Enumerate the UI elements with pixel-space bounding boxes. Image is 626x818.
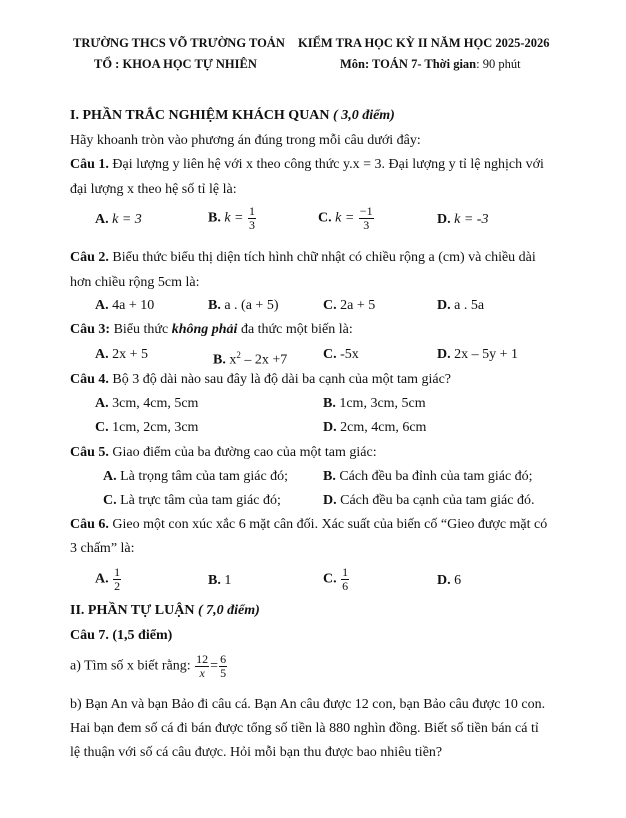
option-label: B. xyxy=(208,298,221,313)
q6-option-a xyxy=(95,566,122,593)
q1-label: Câu 1. xyxy=(70,157,109,172)
fraction-numerator: 1 xyxy=(342,565,349,579)
q1-option-c xyxy=(318,205,375,232)
q1-line1 xyxy=(70,156,544,174)
q6-label: Câu 6. xyxy=(70,517,109,532)
option-label: D. xyxy=(437,347,451,362)
option-text: -5x xyxy=(340,347,359,362)
option-text: k = xyxy=(335,210,358,226)
option-text: Là trực tâm của tam giác đó; xyxy=(120,493,281,508)
q1-text1: Đại lượng y liên hệ với x theo công thức y.x = 3. Đại lượng y tỉ lệ nghịch với xyxy=(108,157,544,172)
q5-option-a xyxy=(103,468,288,486)
q2-option-c xyxy=(323,297,375,315)
option-text: k = xyxy=(224,210,248,226)
option-label: C. xyxy=(318,210,332,226)
q7-b-line1: b) Bạn An và bạn Bảo đi câu cá. Bạn An câu được 12 con, bạn Bảo câu được 10 con. xyxy=(70,697,546,712)
option-text: Cách đều ba cạnh của tam giác đó. xyxy=(340,493,535,508)
department-name xyxy=(94,57,257,72)
q2-option-b xyxy=(208,297,279,315)
fraction xyxy=(341,566,349,593)
option-label: D. xyxy=(437,298,451,313)
q2-option-d xyxy=(437,297,484,315)
option-label: D. xyxy=(437,573,451,588)
q6-option-b xyxy=(208,572,231,590)
q4-option-b xyxy=(323,395,426,413)
subject-suffix: 7- Thời gian xyxy=(407,57,477,71)
option-label: A. xyxy=(103,469,117,484)
fraction-numerator: 1 xyxy=(249,204,256,218)
option-text: k = 3 xyxy=(112,212,142,227)
option-text: Cách đều ba đỉnh của tam giác đó; xyxy=(339,469,533,484)
fraction-denominator: 2 xyxy=(114,579,121,593)
q1-option-d xyxy=(437,211,488,229)
fraction-denominator: 5 xyxy=(220,666,227,680)
option-label: A. xyxy=(95,571,109,587)
option-label: C. xyxy=(323,571,337,587)
q3-option-c xyxy=(323,346,359,364)
q1-option-a xyxy=(95,211,142,229)
option-label: B. xyxy=(323,469,336,484)
subject-label: Môn: TOÁN xyxy=(340,57,408,71)
option-label: C. xyxy=(95,420,109,435)
q2-text1: Biểu thức biểu thị diện tích hình chữ nhật có chiều rộng a (cm) và chiều dài xyxy=(108,250,536,265)
option-text: x xyxy=(229,352,237,368)
q5-line xyxy=(70,444,377,462)
option-label: D. xyxy=(437,212,451,227)
option-text: 2cm, 4cm, 6cm xyxy=(340,420,427,435)
option-text-rest: – 2x +7 xyxy=(240,352,288,368)
school-name: TRƯỜNG THCS VÕ TRƯỜNG TOẢN xyxy=(73,36,285,50)
q4-option-d xyxy=(323,419,426,437)
q2-label: Câu 2. xyxy=(70,250,109,265)
fraction-denominator: 6 xyxy=(342,579,349,593)
part2-heading xyxy=(70,602,260,620)
option-text: Là trọng tâm của tam giác đó; xyxy=(120,469,289,484)
option-text: 3cm, 4cm, 5cm xyxy=(112,396,199,411)
option-text: 6 xyxy=(454,573,462,588)
option-label: C. xyxy=(323,298,337,313)
option-text: 2x – 5y + 1 xyxy=(454,347,519,362)
option-text: k = -3 xyxy=(454,212,489,227)
option-label: A. xyxy=(95,347,109,362)
q2-line2: hơn chiều rộng 5cm là: xyxy=(70,275,200,290)
q2-line1 xyxy=(70,249,536,267)
part1-instruction: Hãy khoanh tròn vào phương án đúng trong mỗi câu dưới đây: xyxy=(70,133,421,148)
q6-option-c xyxy=(323,566,350,593)
q7-b-line2: Hai bạn đem số cá đi bán được tổng số tiền là 880 nghìn đồng. Biết số tiền bán cá tỉ xyxy=(70,721,539,736)
option-label: C. xyxy=(103,493,117,508)
fraction-numerator: −1 xyxy=(359,204,373,218)
q3-label: Câu 3: xyxy=(70,322,111,337)
option-label: D. xyxy=(323,493,337,508)
q1-option-b xyxy=(208,205,257,232)
fraction-denominator: 3 xyxy=(363,218,370,232)
option-label: B. xyxy=(323,396,336,411)
q3-option-b xyxy=(213,346,287,370)
q7-part-a xyxy=(70,653,228,680)
fraction-denominator: 3 xyxy=(249,218,256,232)
q1-line2: đại lượng x theo hệ số tỉ lệ là: xyxy=(70,182,237,197)
fraction-numerator: 6 xyxy=(220,652,227,666)
option-text: 1cm, 2cm, 3cm xyxy=(112,420,199,435)
time-value: : 90 phút xyxy=(476,57,521,71)
q5-label: Câu 5. xyxy=(70,445,109,460)
q4-line xyxy=(70,371,451,389)
option-text: 2x + 5 xyxy=(112,347,149,362)
option-text: 1cm, 3cm, 5cm xyxy=(339,396,426,411)
option-label: B. xyxy=(208,210,221,226)
option-text: 1 xyxy=(224,573,232,588)
q7-label: Câu 7. (1,5 điểm) xyxy=(70,628,173,643)
part1-title: I. PHẦN TRẮC NGHIỆM KHÁCH QUAN xyxy=(70,108,330,123)
q4-text: Bộ 3 độ dài nào sau đây là độ dài ba cạnh của một tam giác? xyxy=(108,372,452,387)
option-text: a . 5a xyxy=(454,298,485,313)
part2-title: II. PHẦN TỰ LUẬN xyxy=(70,603,195,618)
q3-text-emphasis: không phải xyxy=(171,322,238,337)
option-label: B. xyxy=(208,573,221,588)
q4-label: Câu 4. xyxy=(70,372,109,387)
option-label: A. xyxy=(95,396,109,411)
option-text: a . (a + 5) xyxy=(224,298,279,313)
option-label: A. xyxy=(95,212,109,227)
q3-text-post: đa thức một biến là: xyxy=(237,322,353,337)
fraction xyxy=(248,205,256,232)
exam-title: KIỂM TRA HỌC KỲ II NĂM HỌC 2025-2026 xyxy=(298,36,550,50)
q5-text: Giao điểm của ba đường cao của một tam giác: xyxy=(108,445,377,460)
q7-b-line3: lệ thuận với số cá câu được. Hỏi mỗi bạn thu được bao nhiêu tiền? xyxy=(70,745,443,760)
q5-option-d xyxy=(323,492,534,510)
q7-a-text: a) Tìm số x biết rằng: xyxy=(70,658,191,674)
q6-option-d xyxy=(437,572,461,590)
q5-option-c xyxy=(103,492,281,510)
fraction-denominator: x xyxy=(199,666,205,680)
part1-heading xyxy=(70,107,395,125)
option-label: D. xyxy=(323,420,337,435)
fraction xyxy=(195,653,209,680)
q6-line1 xyxy=(70,516,547,534)
q2-option-a xyxy=(95,297,154,315)
q3-text-pre: Biểu thức xyxy=(110,322,172,337)
option-label: B. xyxy=(213,352,226,368)
fraction xyxy=(359,205,374,232)
q3-line xyxy=(70,321,353,339)
fraction xyxy=(113,566,121,593)
option-label: A. xyxy=(95,298,109,313)
option-text: 4a + 10 xyxy=(112,298,155,313)
q6-line2: 3 chấm” là: xyxy=(70,541,135,556)
q5-option-b xyxy=(323,468,533,486)
q6-text1: Gieo một con xúc xắc 6 mặt cân đối. Xác suất của biến cố “Gieo được mặt có xyxy=(108,517,548,532)
fraction xyxy=(219,653,227,680)
q3-option-a xyxy=(95,346,148,364)
q4-option-a xyxy=(95,395,198,413)
exponent: 2 xyxy=(236,350,241,360)
equals-sign: = xyxy=(210,658,219,674)
option-text: 2a + 5 xyxy=(340,298,376,313)
department-text: TỔ : KHOA HỌC TỰ NHIÊN xyxy=(94,57,257,71)
part1-points: ( 3,0 điểm) xyxy=(333,108,395,123)
fraction-numerator: 12 xyxy=(196,652,209,666)
q3-option-d xyxy=(437,346,518,364)
q4-option-c xyxy=(95,419,198,437)
part2-points: ( 7,0 điểm) xyxy=(197,603,260,618)
option-label: C. xyxy=(323,347,337,362)
fraction-numerator: 1 xyxy=(114,565,121,579)
subject-time xyxy=(340,57,521,72)
